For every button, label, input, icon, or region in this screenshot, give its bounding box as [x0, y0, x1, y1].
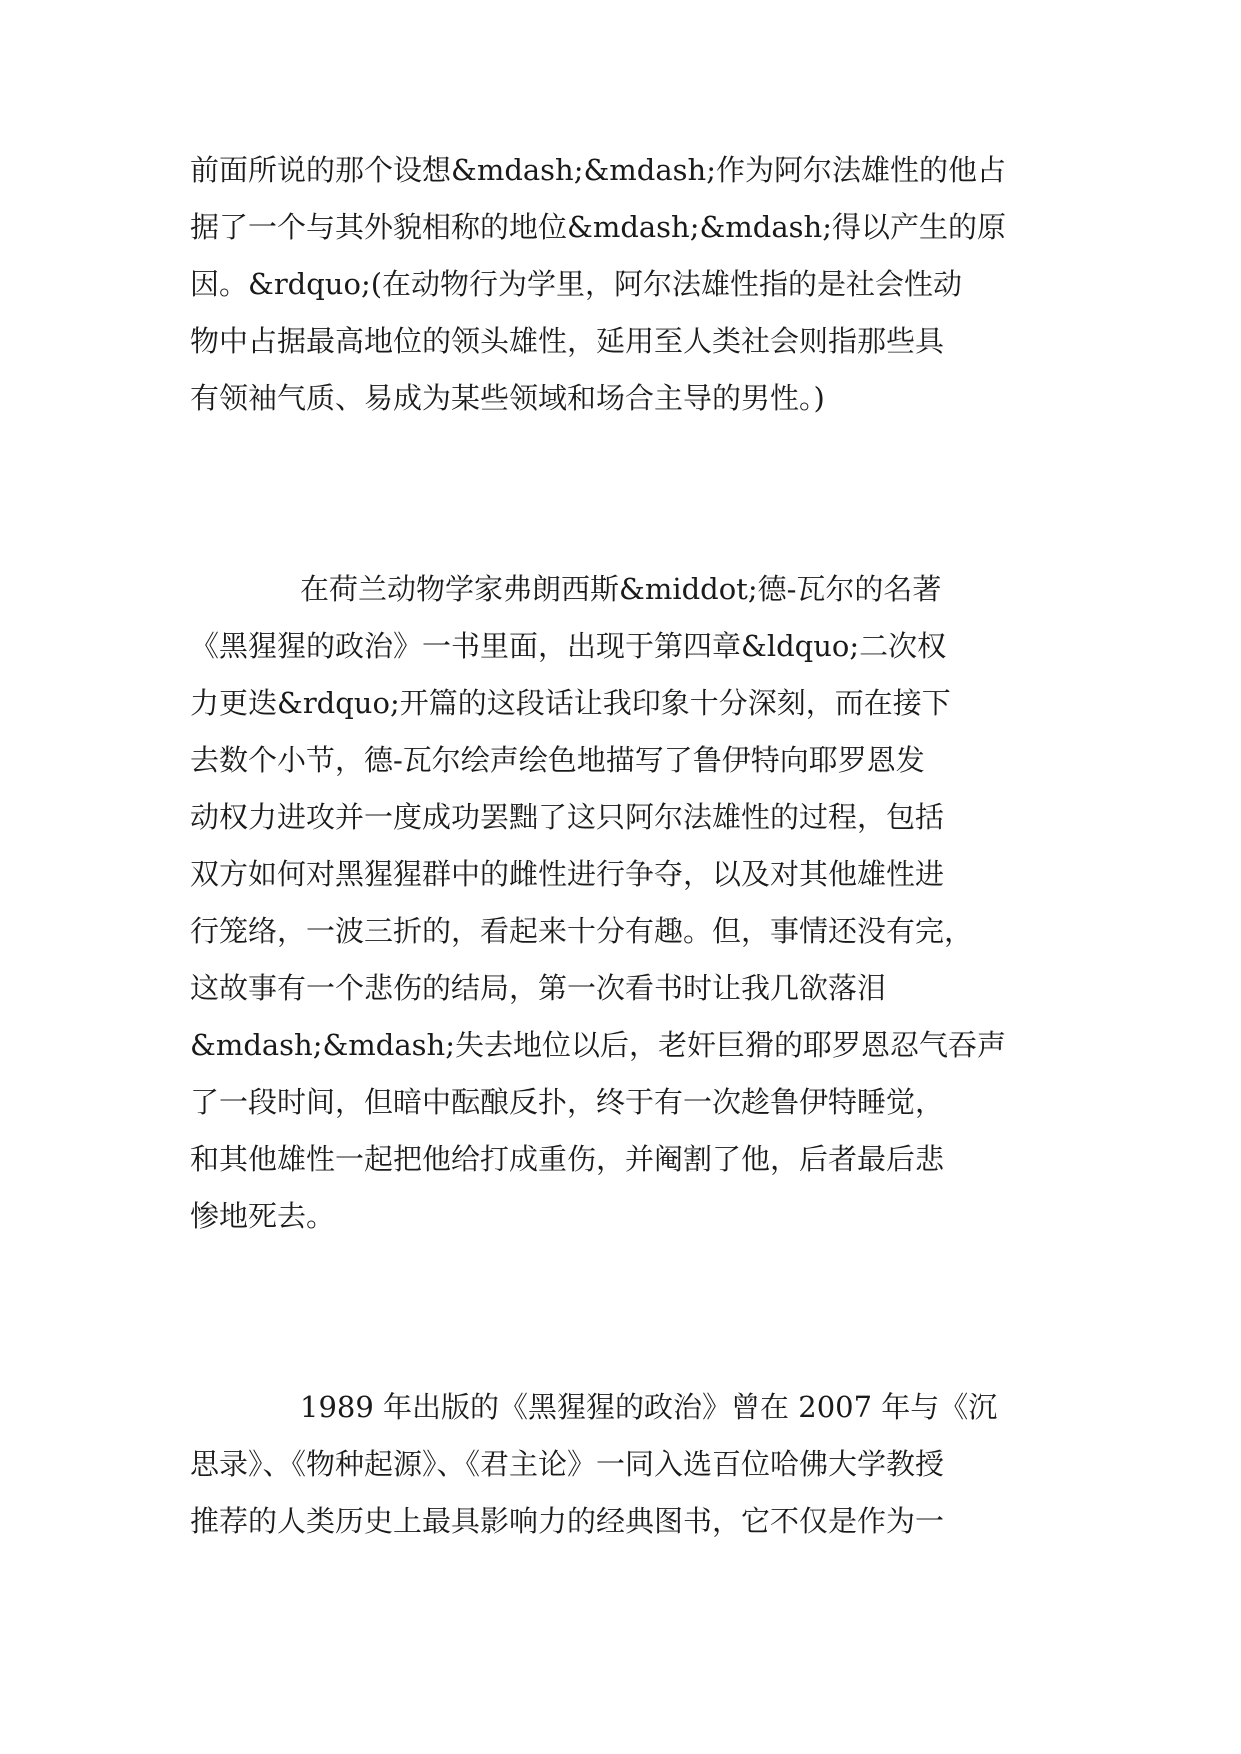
- paragraph-2-line-11: 和其他雄性一起把他给打成重伤，并阉割了他，后者最后悲: [190, 1142, 945, 1176]
- paragraph-1-line-3: 因。&rdquo;(在动物行为学里，阿尔法雄性指的是社会性动: [190, 267, 963, 301]
- paragraph-3-line-3: 推荐的人类历史上最具影响力的经典图书，它不仅是作为一: [190, 1504, 945, 1538]
- paragraph-2-line-8: 这故事有一个悲伤的结局，第一次看书时让我几欲落泪: [190, 971, 887, 1005]
- paragraph-2-line-1: 在荷兰动物学家弗朗西斯&middot;德-瓦尔的名著: [300, 572, 942, 606]
- paragraph-2-line-4: 去数个小节，德-瓦尔绘声绘色地描写了鲁伊特向耶罗恩发: [190, 743, 925, 777]
- paragraph-2-line-10: 了一段时间，但暗中酝酿反扑，终于有一次趁鲁伊特睡觉，: [190, 1085, 945, 1119]
- paragraph-2-line-3: 力更迭&rdquo;开篇的这段话让我印象十分深刻，而在接下: [190, 686, 951, 720]
- paragraph-2-line-2: 《黑猩猩的政治》一书里面，出现于第四章&ldquo;二次权: [190, 629, 947, 663]
- paragraph-2-line-9: &mdash;&mdash;失去地位以后，老奸巨猾的耶罗恩忍气吞声: [190, 1028, 1006, 1062]
- paragraph-1-line-4: 物中占据最高地位的领头雄性，延用至人类社会则指那些具: [190, 324, 945, 358]
- paragraph-1-line-1: 前面所说的那个设想&mdash;&mdash;作为阿尔法雄性的他占: [190, 153, 1006, 187]
- paragraph-2-line-7: 行笼络，一波三折的，看起来十分有趣。但，事情还没有完，: [190, 914, 974, 948]
- paragraph-2-line-5: 动权力进攻并一度成功罢黜了这只阿尔法雄性的过程，包括: [190, 800, 945, 834]
- paragraph-3-line-2: 思录》、《物种起源》、《君主论》一同入选百位哈佛大学教授: [190, 1447, 945, 1481]
- paragraph-2-line-6: 双方如何对黑猩猩群中的雌性进行争夺，以及对其他雄性进: [190, 857, 945, 891]
- paragraph-2-line-12: 惨地死去。: [190, 1199, 336, 1233]
- paragraph-1-line-2: 据了一个与其外貌相称的地位&mdash;&mdash;得以产生的原: [190, 210, 1006, 244]
- paragraph-1-line-5: 有领袖气质、易成为某些领域和场合主导的男性。): [190, 381, 825, 415]
- paragraph-3-line-1: 1989 年出版的《黑猩猩的政治》曾在 2007 年与《沉: [300, 1390, 998, 1424]
